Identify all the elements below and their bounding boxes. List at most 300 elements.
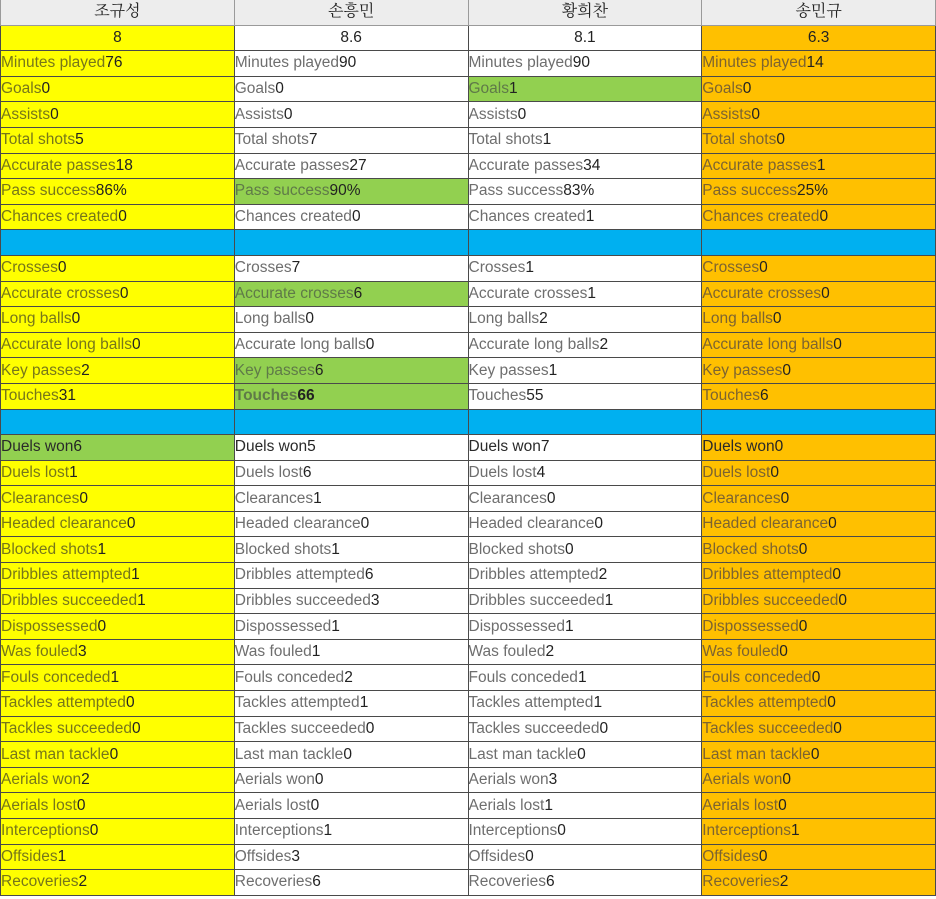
- stat-value: 1: [323, 822, 333, 840]
- stat-cell: [1, 307, 235, 333]
- stat-cell: [234, 127, 468, 153]
- stat-value: 1: [69, 463, 78, 481]
- stat-row: [1, 460, 936, 486]
- stat-cell: [1, 767, 235, 793]
- stat-value: 4: [536, 463, 546, 481]
- stat-cell: [468, 767, 702, 793]
- stat-row: [1, 819, 936, 845]
- stat-label: Assists: [234, 105, 284, 123]
- stat-value: 0: [782, 771, 791, 789]
- stat-cell: [1, 486, 235, 512]
- stat-label: Tackles attempted: [702, 694, 828, 712]
- stat-cell: [1, 639, 235, 665]
- stat-cell: [1, 76, 235, 102]
- stat-cell: [1, 819, 235, 845]
- stat-value: 31: [58, 387, 76, 405]
- stat-value: 1: [97, 540, 107, 558]
- stat-label: Minutes played: [702, 54, 807, 72]
- stat-cell: [468, 639, 702, 665]
- stat-label: Fouls conceded: [234, 668, 345, 686]
- stat-label: Accurate crosses: [702, 284, 822, 302]
- stat-value: 7: [540, 438, 550, 456]
- stat-value: 2: [81, 771, 90, 789]
- stat-cell: [468, 563, 702, 589]
- stat-cell: [468, 716, 702, 742]
- stat-label: Accurate crosses: [468, 284, 588, 302]
- stat-value: 6: [759, 387, 769, 405]
- stat-label: Recoveries: [234, 873, 313, 891]
- stat-cell: [1, 204, 235, 230]
- stat-value: 0: [819, 208, 829, 226]
- stat-cell: [702, 563, 936, 589]
- stat-cell: [1, 179, 235, 205]
- stat-cell: [1, 460, 235, 486]
- stat-cell: [702, 486, 936, 512]
- stat-cell: [1, 383, 235, 409]
- stat-value: 6: [364, 566, 374, 584]
- stat-label: Duels won: [468, 438, 541, 456]
- stat-value: 1: [313, 489, 322, 507]
- stat-label: Aerials won: [1, 771, 82, 789]
- stat-value: 1: [525, 259, 534, 277]
- stat-label: Accurate passes: [1, 156, 116, 174]
- stat-cell: [702, 639, 936, 665]
- stat-label: Fouls conceded: [1, 668, 111, 686]
- stat-cell: [702, 179, 936, 205]
- stat-value: 0: [811, 668, 821, 686]
- stat-cell: [234, 563, 468, 589]
- stat-label: Fouls conceded: [468, 668, 578, 686]
- stat-label: Was fouled: [702, 643, 780, 661]
- stat-value: 0: [118, 208, 127, 226]
- stat-cell: [1, 793, 235, 819]
- stat-value: 5: [75, 131, 84, 149]
- stat-value: 90%: [329, 182, 361, 200]
- stat-cell: [234, 588, 468, 614]
- stat-value: 1: [587, 284, 597, 302]
- stat-value: 2: [598, 566, 608, 584]
- stat-value: 0: [772, 310, 782, 328]
- stat-label: Duels lost: [234, 463, 303, 481]
- stat-value: 0: [770, 463, 779, 481]
- stat-value: 3: [548, 771, 558, 789]
- stat-row: [1, 844, 936, 870]
- stat-value: 0: [599, 719, 609, 737]
- stat-cell: [1, 614, 235, 640]
- stat-cell: [234, 486, 468, 512]
- stat-label: Offsides: [1, 847, 58, 865]
- stat-row: [1, 588, 936, 614]
- stat-label: Dispossessed: [468, 617, 565, 635]
- stat-cell: [468, 460, 702, 486]
- player-name-header: 조규성: [1, 0, 235, 25]
- stat-label: Dribbles succeeded: [234, 591, 371, 609]
- stat-value: 0: [774, 438, 784, 456]
- stat-value: 2: [344, 668, 353, 686]
- stat-cell: [1, 563, 235, 589]
- stat-label: Recoveries: [468, 873, 547, 891]
- stat-label: Assists: [1, 105, 51, 123]
- stat-value: 18: [115, 156, 133, 174]
- stat-label: Last man tackle: [468, 745, 578, 763]
- stat-cell: [234, 870, 468, 896]
- stat-value: 27: [349, 156, 367, 174]
- stat-label: Assists: [702, 105, 752, 123]
- stat-value: 0: [546, 489, 556, 507]
- stat-label: Total shots: [702, 131, 777, 149]
- stat-value: 0: [742, 80, 752, 98]
- separator-cell: [1, 409, 235, 435]
- stat-value: 0: [365, 336, 375, 354]
- player-name-header: 황희찬: [468, 0, 702, 25]
- stat-label: Aerials won: [702, 771, 783, 789]
- player-name-header: 송민규: [702, 0, 936, 25]
- stat-label: Last man tackle: [1, 745, 110, 763]
- stat-cell: [1, 281, 235, 307]
- stat-value: 7: [291, 259, 301, 277]
- stat-label: Accurate crosses: [1, 284, 120, 302]
- stat-value: 0: [810, 745, 820, 763]
- stat-value: 1: [565, 617, 574, 635]
- stat-label: Interceptions: [468, 822, 558, 840]
- stat-label: Dispossessed: [234, 617, 332, 635]
- stat-cell: [234, 614, 468, 640]
- player-rating: 8.6: [234, 25, 468, 51]
- stat-value: 0: [314, 771, 324, 789]
- stat-cell: [234, 844, 468, 870]
- stat-cell: [702, 716, 936, 742]
- stat-cell: [234, 742, 468, 768]
- stat-label: Aerials lost: [468, 796, 545, 814]
- stat-cell: [702, 204, 936, 230]
- section-separator: [1, 230, 936, 256]
- stat-label: Tackles succeeded: [468, 719, 600, 737]
- stat-label: Dispossessed: [1, 617, 98, 635]
- stat-value: 0: [833, 719, 842, 737]
- stat-row: [1, 179, 936, 205]
- stat-label: Duels won: [234, 438, 308, 456]
- stat-cell: [702, 537, 936, 563]
- stat-value: 0: [776, 131, 785, 149]
- stat-label: Offsides: [468, 847, 526, 865]
- stat-cell: [234, 793, 468, 819]
- stat-label: Key passes: [1, 361, 82, 379]
- stat-label: Goals: [234, 80, 276, 98]
- stat-cell: [702, 383, 936, 409]
- player-name-header-row: [1, 0, 936, 25]
- stat-cell: [702, 665, 936, 691]
- stat-label: Blocked shots: [234, 540, 332, 558]
- stat-label: Touches: [702, 387, 760, 405]
- stat-cell: [234, 102, 468, 128]
- stat-cell: [468, 819, 702, 845]
- stat-label: Crosses: [702, 259, 760, 277]
- stat-cell: [234, 819, 468, 845]
- stat-label: Offsides: [702, 847, 759, 865]
- stat-value: 66: [297, 387, 315, 405]
- stat-value: 0: [833, 336, 842, 354]
- stat-value: 0: [119, 284, 129, 302]
- stat-value: 0: [131, 336, 141, 354]
- stat-value: 6: [546, 873, 555, 891]
- stat-value: 0: [565, 540, 574, 558]
- stat-value: 0: [828, 515, 837, 533]
- stat-label: Long balls: [234, 310, 306, 328]
- stat-cell: [1, 332, 235, 358]
- stat-cell: [1, 127, 235, 153]
- stat-value: 1: [593, 694, 603, 712]
- stat-cell: [702, 742, 936, 768]
- stat-value: 0: [71, 310, 81, 328]
- stat-cell: [234, 460, 468, 486]
- stat-cell: [234, 76, 468, 102]
- stat-label: Blocked shots: [468, 540, 565, 558]
- stat-label: Clearances: [468, 489, 547, 507]
- stat-label: Key passes: [702, 361, 783, 379]
- stat-value: 5: [307, 438, 316, 456]
- stat-value: 1: [331, 617, 340, 635]
- stat-cell: [468, 204, 702, 230]
- stat-cell: [234, 179, 468, 205]
- stat-label: Dribbles attempted: [1, 566, 132, 584]
- stat-value: 0: [343, 745, 352, 763]
- stat-row: [1, 358, 936, 384]
- stat-value: 0: [360, 515, 370, 533]
- stat-row: [1, 332, 936, 358]
- stat-label: Duels lost: [1, 463, 70, 481]
- stat-label: Accurate passes: [468, 156, 584, 174]
- stat-label: Offsides: [234, 847, 292, 865]
- stat-value: 0: [778, 796, 787, 814]
- stat-row: [1, 870, 936, 896]
- stat-value: 2: [539, 310, 548, 328]
- stat-value: 83%: [563, 182, 595, 200]
- stat-row: [1, 435, 936, 461]
- stat-value: 1: [604, 591, 614, 609]
- stat-row: [1, 537, 936, 563]
- stat-value: 90: [339, 54, 357, 72]
- stat-cell: [468, 127, 702, 153]
- stat-value: 1: [548, 361, 558, 379]
- player-rating: 8.1: [468, 25, 702, 51]
- stat-value: 6: [302, 463, 312, 481]
- stat-value: 1: [137, 591, 146, 609]
- stat-value: 3: [291, 847, 300, 865]
- stat-label: Total shots: [468, 131, 543, 149]
- stat-cell: [1, 255, 235, 281]
- stat-label: Chances created: [234, 208, 352, 226]
- stat-value: 1: [57, 847, 67, 865]
- stat-row: [1, 563, 936, 589]
- stat-value: 1: [791, 822, 800, 840]
- stat-label: Goals: [468, 80, 509, 98]
- stat-label: Dribbles succeeded: [702, 591, 839, 609]
- stat-cell: [234, 332, 468, 358]
- stat-label: Duels lost: [468, 463, 537, 481]
- stat-label: Aerials won: [234, 771, 315, 789]
- stat-row: [1, 639, 936, 665]
- player-rating: 6.3: [702, 25, 936, 51]
- stat-cell: [468, 153, 702, 179]
- stat-label: Accurate passes: [702, 156, 817, 174]
- stat-cell: [702, 435, 936, 461]
- stat-label: Headed clearance: [468, 515, 595, 533]
- stat-label: Tackles succeeded: [702, 719, 834, 737]
- stat-value: 1: [311, 643, 321, 661]
- stat-row: [1, 127, 936, 153]
- stat-label: Total shots: [234, 131, 309, 149]
- stat-row: [1, 716, 936, 742]
- stat-label: Was fouled: [468, 643, 546, 661]
- stat-label: Recoveries: [1, 873, 79, 891]
- stat-cell: [468, 588, 702, 614]
- stat-label: Minutes played: [1, 54, 106, 72]
- stat-cell: [234, 153, 468, 179]
- stat-label: Goals: [702, 80, 743, 98]
- stat-cell: [1, 870, 235, 896]
- stat-value: 0: [780, 489, 790, 507]
- stat-label: Assists: [468, 105, 518, 123]
- stat-value: 55: [526, 387, 544, 405]
- stat-label: Clearances: [1, 489, 80, 507]
- stat-label: Minutes played: [234, 54, 340, 72]
- stat-cell: [234, 435, 468, 461]
- stat-value: 0: [525, 847, 534, 865]
- separator-cell: [468, 409, 702, 435]
- stat-value: 0: [310, 796, 320, 814]
- stat-value: 1: [110, 668, 120, 686]
- stat-value: 0: [782, 361, 792, 379]
- stat-value: 76: [105, 54, 123, 72]
- stat-label: Duels won: [702, 438, 775, 456]
- stat-label: Pass success: [234, 182, 330, 200]
- stat-label: Aerials won: [468, 771, 549, 789]
- stat-cell: [1, 742, 235, 768]
- stat-label: Clearances: [234, 489, 314, 507]
- stat-value: 0: [125, 694, 135, 712]
- stat-row: [1, 665, 936, 691]
- stat-value: 0: [758, 847, 768, 865]
- stat-cell: [1, 537, 235, 563]
- stat-cell: [702, 255, 936, 281]
- stat-cell: [702, 127, 936, 153]
- stat-label: Accurate long balls: [234, 336, 366, 354]
- stat-cell: [234, 767, 468, 793]
- stat-cell: [468, 665, 702, 691]
- stat-label: Long balls: [702, 310, 773, 328]
- stat-value: 0: [79, 489, 89, 507]
- stat-label: Crosses: [1, 259, 58, 277]
- stat-cell: [702, 281, 936, 307]
- stat-label: Dribbles attempted: [468, 566, 599, 584]
- stat-label: Aerials lost: [234, 796, 311, 814]
- stat-label: Accurate passes: [234, 156, 350, 174]
- stat-cell: [468, 691, 702, 717]
- stat-cell: [234, 358, 468, 384]
- stat-label: Crosses: [468, 259, 526, 277]
- stat-cell: [1, 358, 235, 384]
- stat-value: 0: [779, 643, 788, 661]
- stat-row: [1, 691, 936, 717]
- stat-value: 0: [126, 515, 136, 533]
- stat-cell: [1, 102, 235, 128]
- stat-value: 1: [331, 540, 340, 558]
- stat-label: Interceptions: [234, 822, 324, 840]
- minutes-cell: [1, 51, 235, 77]
- stat-cell: [468, 102, 702, 128]
- stat-label: Tackles attempted: [468, 694, 594, 712]
- stat-value: 0: [517, 105, 527, 123]
- stat-cell: [234, 281, 468, 307]
- stat-cell: [468, 281, 702, 307]
- stat-cell: [702, 870, 936, 896]
- stat-cell: [468, 870, 702, 896]
- stat-cell: [234, 639, 468, 665]
- separator-cell: [234, 409, 468, 435]
- stat-cell: [468, 614, 702, 640]
- stat-cell: [702, 307, 936, 333]
- stat-label: Chances created: [702, 208, 820, 226]
- stat-value: 90: [572, 54, 591, 72]
- stat-label: Headed clearance: [1, 515, 127, 533]
- stat-value: 2: [545, 643, 555, 661]
- stat-label: Aerials lost: [702, 796, 779, 814]
- minutes-cell: [468, 51, 702, 77]
- minutes-cell: [234, 51, 468, 77]
- stat-label: Interceptions: [1, 822, 90, 840]
- player-name-header: 손흥민: [234, 0, 468, 25]
- stat-label: Clearances: [702, 489, 781, 507]
- stat-cell: [234, 691, 468, 717]
- minutes-cell: [702, 51, 936, 77]
- stat-label: Long balls: [1, 310, 72, 328]
- stat-value: 1: [816, 156, 826, 174]
- stat-label: Touches: [468, 387, 527, 405]
- stat-cell: [234, 204, 468, 230]
- stat-value: 0: [832, 566, 841, 584]
- stat-value: 0: [351, 208, 361, 226]
- stat-cell: [468, 307, 702, 333]
- stat-value: 0: [131, 719, 141, 737]
- stat-value: 1: [577, 668, 587, 686]
- separator-cell: [702, 230, 936, 256]
- stat-value: 1: [585, 208, 595, 226]
- stat-cell: [702, 691, 936, 717]
- stat-label: Last man tackle: [702, 745, 811, 763]
- stat-cell: [234, 255, 468, 281]
- stat-label: Dribbles succeeded: [468, 591, 605, 609]
- stat-label: Headed clearance: [234, 515, 361, 533]
- stat-cell: [468, 332, 702, 358]
- stat-label: Was fouled: [1, 643, 78, 661]
- stat-label: Long balls: [468, 310, 540, 328]
- stat-row: [1, 204, 936, 230]
- stat-row: [1, 742, 936, 768]
- stat-value: 0: [50, 105, 59, 123]
- stat-cell: [702, 460, 936, 486]
- separator-cell: [468, 230, 702, 256]
- stat-value: 2: [78, 873, 88, 891]
- stat-cell: [1, 588, 235, 614]
- stat-value: 0: [798, 540, 808, 558]
- stat-cell: [468, 383, 702, 409]
- stat-value: 1: [131, 566, 140, 584]
- stat-cell: [702, 511, 936, 537]
- stat-cell: [234, 716, 468, 742]
- stat-cell: [1, 844, 235, 870]
- stat-label: Tackles succeeded: [1, 719, 132, 737]
- stat-value: 3: [77, 643, 87, 661]
